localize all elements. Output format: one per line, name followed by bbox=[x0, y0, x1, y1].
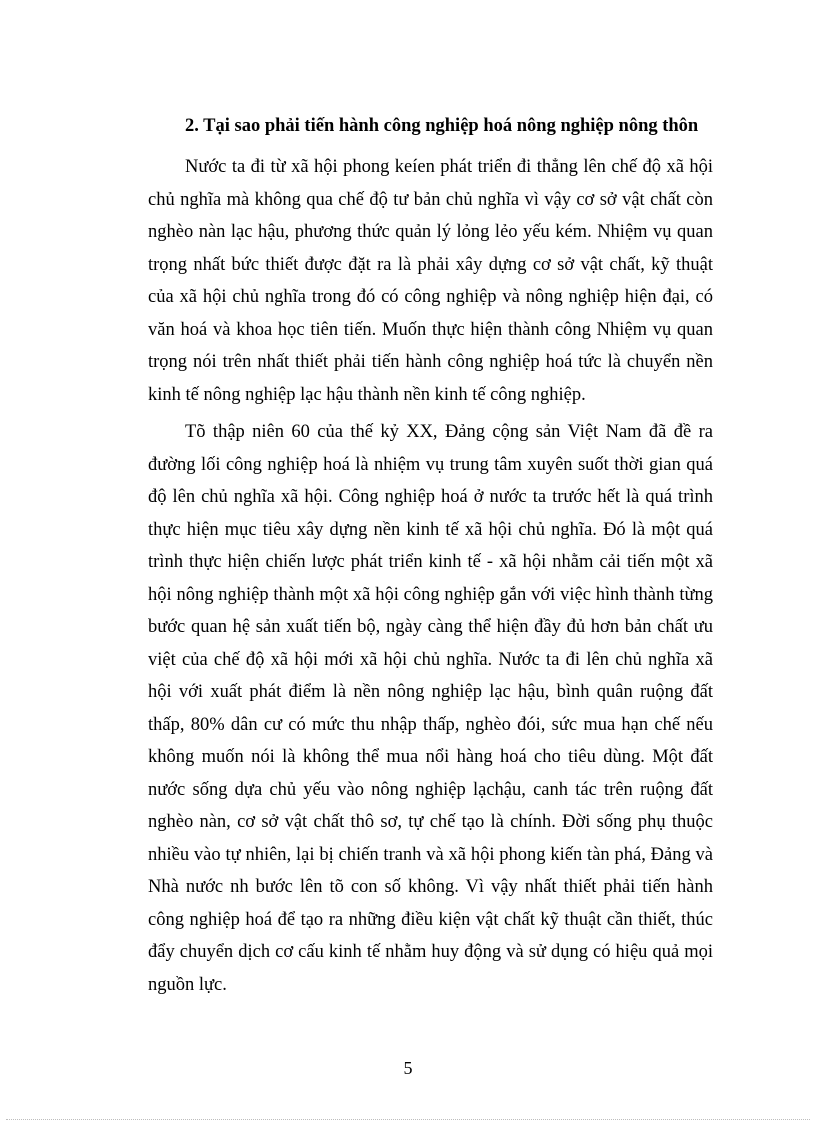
paragraph-2: Tõ thập niên 60 của thế kỷ XX, Đảng cộng sản Việt Nam đã đề ra đường lối công nghiệp hoá là nhiệm vụ trung tâm xuyên suốt thời gian quá độ lên chủ nghĩa xã hội. Công nghiệp hoá ở nước ta trước hết là quá trình thực hiện mục tiêu xây dựng nền kinh tế xã hội chủ nghĩa. Đó là một quá trình thực hiện chiến lược phát triển kinh tế - xã hội nhằm cải tiến một xã hội nông nghiệp thành một xã hội công nghiệp gắn với việc hình thành từng bước quan hệ sản xuất tiến bộ, ngày càng thể hiện đầy đủ hơn bản chất ưu việt của chế độ xã hội mới xã hội chủ nghĩa. Nước ta đi lên chủ nghĩa xã hội với xuất phát điểm là nền nông nghiệp lạc hậu, bình quân ruộng đất thấp, 80% dân cư có mức thu nhập thấp, nghèo đói, sức mua hạn chế nếu không muốn nói là không thể mua nổi hàng hoá cho tiêu dùng. Một đất nước sống dựa chủ yếu vào nông nghiệp lạchậu, canh tác trên ruộng đất nghèo nàn, cơ sở vật chất thô sơ, tự chế tạo là chính. Đời sống phụ thuộc nhiều vào tự nhiên, lại bị chiến tranh và xã hội phong kiến tàn phá, Đảng và Nhà nước nh bước lên tõ con số không. Vì vậy nhất thiết phải tiến hành công nghiệp hoá để tạo ra những điều kiện vật chất kỹ thuật cần thiết, thúc đẩy chuyển dịch cơ cấu kinh tế nhằm huy động và sử dụng có hiệu quả mọi nguồn lực. bbox=[148, 422, 713, 995]
page-bottom-divider bbox=[6, 1119, 810, 1120]
page-number: 5 bbox=[403, 1058, 413, 1078]
paragraph-1: Nước ta đi từ xã hội phong keíen phát triển đi thẳng lên chế độ xã hội chủ nghĩa mà không qua chế độ tư bản chủ nghĩa vì vậy cơ sở vật chất còn nghèo nàn lạc hậu, phương thức quản lý lỏng lẻo yếu kém. Nhiệm vụ quan trọng nhất bức thiết được đặt ra là phải xây dựng cơ sở vật chất, kỹ thuật của xã hội chủ nghĩa trong đó có công nghiệp và nông nghiệp hiện đại, có văn hoá và khoa học tiên tiến. Muốn thực hiện thành công Nhiệm vụ quan trọng nói trên nhất thiết phải tiến hành công nghiệp hoá tức là chuyển nền kinh tế nông nghiệp lạc hậu thành nền kinh tế công nghiệp. bbox=[148, 157, 713, 405]
section-heading: 2. Tại sao phải tiến hành công nghiệp hoá nông nghiệp nông thôn bbox=[185, 116, 699, 136]
